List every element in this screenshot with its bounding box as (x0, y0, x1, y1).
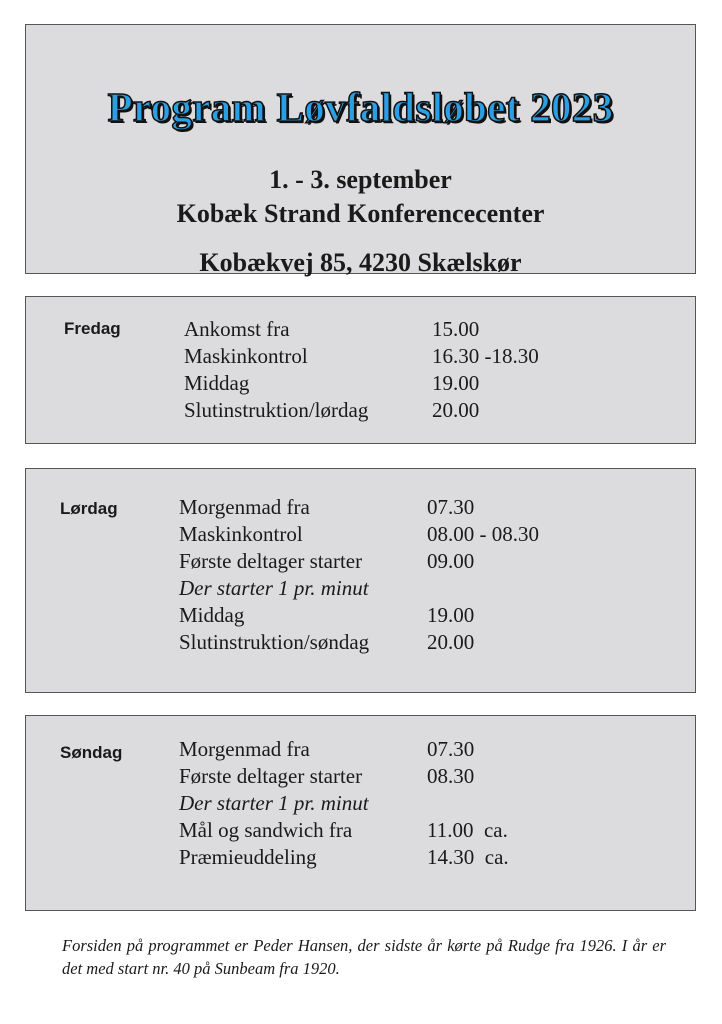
time: 08.00 - 08.30 (427, 522, 539, 546)
activity: Første deltager starter (179, 764, 363, 788)
header-box (25, 24, 696, 277)
activity: Slutinstruktion/lørdag (184, 398, 369, 422)
footer-note: Forsiden på programmet er Peder Hansen, der sidste år kørte på Rudge fra 1926. I år er det med start nr. 40 på Sunbeam fra 1920. (62, 936, 666, 978)
event-venue: Kobæk Strand Konferencecenter (176, 199, 545, 228)
activity: Morgenmad fra (179, 737, 310, 761)
time: 07.30 (427, 495, 475, 519)
activity: Præmieuddeling (179, 845, 317, 869)
event-address: Kobækvej 85, 4230 Skælskør (199, 248, 522, 277)
time: 19.00 (432, 371, 480, 395)
time: 09.00 (427, 549, 475, 573)
day-label: Lørdag (60, 499, 118, 518)
activity: Slutinstruktion/søndag (179, 630, 370, 654)
activity: Middag (179, 603, 245, 627)
time: 11.00 ca. (427, 818, 508, 842)
time: 20.00 (432, 398, 480, 422)
time: 20.00 (427, 630, 475, 654)
time: 15.00 (432, 317, 480, 341)
activity: Maskinkontrol (184, 344, 308, 368)
activity: Ankomst fra (184, 317, 290, 341)
time: 14.30 ca. (427, 845, 509, 869)
activity: Første deltager starter (179, 549, 363, 573)
day-label: Fredag (64, 319, 121, 338)
activity: Middag (184, 371, 250, 395)
activity: Der starter 1 pr. minut (179, 576, 369, 600)
time: 07.30 (427, 737, 475, 761)
page-title: Program Løvfaldsløbet 2023 (107, 84, 614, 130)
activity: Der starter 1 pr. minut (179, 791, 369, 815)
time: 19.00 (427, 603, 475, 627)
activity: Morgenmad fra (179, 495, 310, 519)
time: 16.30 -18.30 (432, 344, 539, 368)
event-date: 1. - 3. september (269, 165, 452, 194)
day-box-fredag (25, 296, 696, 444)
day-label: Søndag (60, 743, 123, 762)
activity: Maskinkontrol (179, 522, 303, 546)
day-box-sondag (25, 715, 696, 911)
time: 08.30 (427, 764, 475, 788)
day-box-lordag (25, 468, 696, 693)
activity: Mål og sandwich fra (179, 818, 353, 842)
